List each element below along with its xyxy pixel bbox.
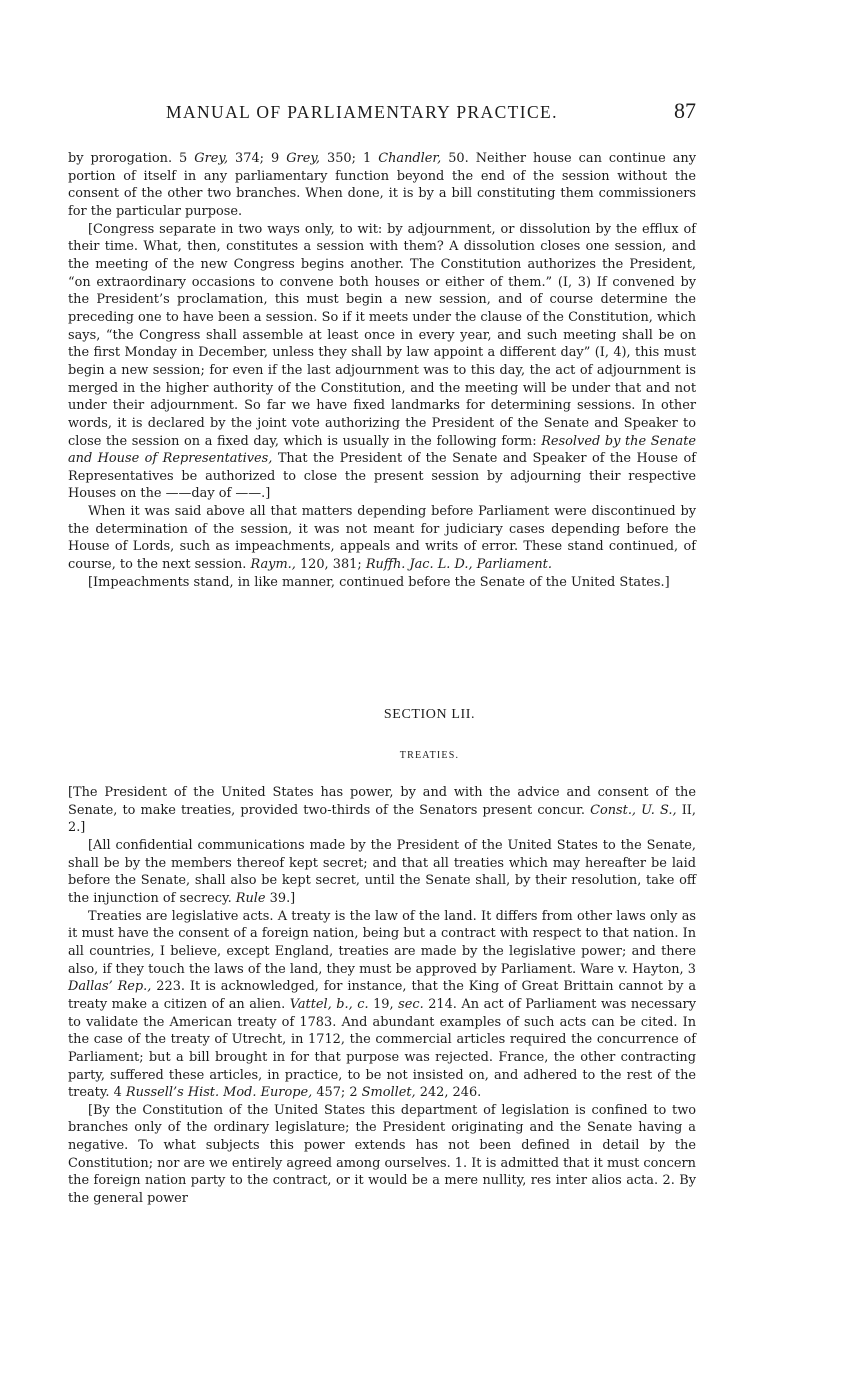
citation-text: sec.	[398, 996, 424, 1012]
text-run: 50. Neither house can continue any portion of itself in any parliamentary function beyond the end of the session without the consent of the other two branches. When done, it is by a bill constituting them commissioners for the particular purpose.	[68, 151, 697, 219]
running-title: MANUAL OF PARLIAMENTARY PRACTICE.	[166, 102, 558, 122]
paragraph	[68, 837, 696, 908]
section-title: SECTION LII.	[383, 707, 476, 722]
citation-text: Smollet,	[361, 1085, 416, 1101]
paragraph	[68, 503, 696, 574]
paragraph	[68, 1102, 696, 1208]
text-run: 374; 9	[228, 151, 287, 166]
text-run: 214. An act of Parliament was necessary to validate the American treaty of 1783. And abundant examples of such acts can be cited. In the case of the treaty of Utrecht, in 1712, the commercial articles required the concurrence of Parliament; but a bill brought in for that purpose was rejected. France, the other contracting party, suffered these articles, in practice, to be not insisted on, and adhered to the rest of the treaty. 4	[68, 996, 696, 1101]
text-run: [Impeachments stand, in like manner, continued before the Senate of the United States.]	[88, 574, 670, 590]
text-run: 350; 1	[320, 151, 379, 166]
text-run: 223. It is acknowledged, for instance, that the King of Great Brittain cannot by a treaty make a citizen of an alien.	[68, 979, 696, 1012]
paragraph	[68, 574, 696, 592]
citation-text: Russell’s Hist. Mod. Europe,	[125, 1085, 313, 1101]
text-run: 120, 381;	[295, 557, 366, 573]
text-run: 242, 246.	[415, 1085, 482, 1101]
text-run: 457; 2	[312, 1085, 362, 1101]
text-run: 39.]	[265, 890, 296, 906]
text-run: [Congress separate in two ways only, to wit: by adjournment, or dissolution by the efflux of their time. What, then, constitutes a session with them? A dissolution closes one session, and the meeting of the new Congress begins another. The Constitution authorizes the President, “on extraordinary occasions to convene both houses or either of them.” (I, 3) If convened by the President’s proclamation, this must begin a new session, and of course determine the preceding one to have been a session. So if it meets under the clause of the Constitution, which says, “the Congress shall assemble at least once in every year, and such meeting shall be on the first Monday in December, unless they shall by law appoint a different day” (I, 4), this must begin a new session; for even if the last adjournment was to this day, the act of adjournment is merged in the higher authority of the Constitution, and the meeting will be under that and not under their adjournment. So far we have fixed landmarks for determining sessions. In other words, it is declared by the joint vote authorizing the President of the Senate and Speaker to close the session on a fixed day, which is usually in the following form:	[68, 221, 696, 449]
body-text-bottom	[68, 784, 696, 1208]
paragraph	[68, 150, 696, 221]
text-run: [All confidential communications made by the President of the United States to the Senate, shall be by the members thereof kept secret; and that all treaties which may hereafter be laid before the Senate, shall also be kept secret, until the Senate shall, by their resolution, take off the injunction of secrecy.	[68, 837, 696, 906]
body-text-top	[68, 150, 696, 591]
text-run: That the President of the Senate and Speaker of the House of Representatives be authorized to close the present session by adjourning their respective Houses on the ——day of ——.]	[68, 451, 696, 502]
citation-text: Grey,	[286, 151, 321, 166]
text-run: [The President of the United States has power, by and with the advice and consent of the Senate, to make treaties, provided two-thirds of the Senators present concur.	[68, 785, 696, 818]
paragraph	[68, 221, 696, 504]
text-run: Treaties are legislative acts. A treaty is the law of the land. It differs from other laws only as it must have the consent of a foreign nation, being but a contract with respect to that nation. In all countries, I believe, except England, treaties are made by the legislative power; and there also, if they touch the laws of the land, they must be approved by Parliament. Ware v. Hayton, 3	[68, 908, 696, 977]
text-run: When it was said above all that matters depending before Parliament were discontinued by the determination of the session, it was not meant for judiciary cases depending before the House of Lords, such as impeachments, appeals and writs of error. These stand continued, of course, to the next session.	[68, 504, 696, 573]
section-subtitle: TREATIES.	[399, 750, 460, 761]
citation-text: Rule	[235, 890, 266, 906]
citation-text: Chandler,	[378, 151, 442, 166]
text-run: 19,	[368, 996, 399, 1012]
text-run: by prorogation. 5	[68, 151, 195, 166]
text-run: II, 2.]	[68, 802, 696, 836]
citation-text: Raym.,	[250, 557, 296, 573]
citation-text: Const., U. S.,	[590, 802, 677, 818]
text-run: [By the Constitution of the United States this department of legislation is confined to two branches only of the ordinary legislature; the President originating and the Senate having a negative. To what subjects this power extends has not been defined in detail by the Constitution; nor are we entirely agreed among ourselves. 1. It is admitted that it must concern the foreign nation party to the contract, or it would be a mere nullity, res inter alios acta. 2. By the general power	[68, 1102, 696, 1207]
citation-text: Dallas’ Rep.,	[68, 979, 152, 995]
paragraph	[68, 784, 696, 837]
citation-text: Resolved by the Senate and House of Representatives,	[68, 433, 696, 467]
citation-text: Ruffh. Jac. L. D., Parliament.	[365, 557, 552, 573]
page-number: 87	[674, 98, 696, 123]
paragraph	[68, 908, 696, 1102]
citation-text: Grey,	[194, 151, 229, 166]
citation-text: Vattel, b., c.	[289, 996, 369, 1012]
page-header	[66, 98, 696, 132]
